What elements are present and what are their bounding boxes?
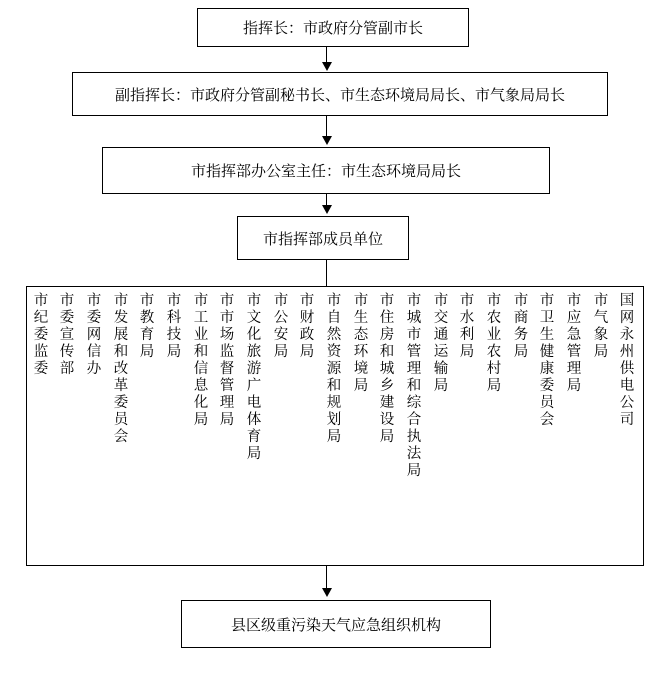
member-unit: 市商务局 [513, 293, 529, 360]
connector-line-4 [326, 260, 327, 286]
member-unit: 市水利局 [459, 293, 475, 360]
member-unit: 市气象局 [593, 293, 609, 360]
member-units-box [26, 286, 644, 566]
arrowhead-5 [322, 588, 332, 597]
connector-arrow-5 [326, 566, 327, 588]
office-director-box [102, 147, 550, 194]
member-unit: 市教育局 [139, 293, 155, 360]
member-unit: 市委宣传部 [59, 293, 75, 377]
connector-arrow-1 [326, 47, 327, 63]
deputy-commander-label: 副指挥长：市政府分管副秘书长、市生态环境局局长、市气象局局长 [114, 85, 565, 104]
member-unit: 市工业和信息化局 [193, 293, 209, 428]
member-unit: 国网永州供电公司 [619, 293, 635, 428]
commander-box [197, 8, 469, 47]
deputy-commander-box [72, 72, 608, 116]
member-unit: 市应急管理局 [566, 293, 582, 394]
member-unit: 市文化旅游广电体育局 [246, 293, 262, 462]
county-level-box [181, 600, 491, 648]
member-unit: 市生态环境局 [353, 293, 369, 394]
member-units-title-label: 市指挥部成员单位 [262, 229, 383, 248]
member-unit: 市农业农村局 [486, 293, 502, 394]
member-unit: 市纪委监委 [33, 293, 49, 377]
member-unit: 市市场监督管理局 [219, 293, 235, 428]
office-director-label: 市指挥部办公室主任：市生态环境局局长 [190, 162, 461, 180]
member-unit: 市发展和改革委员会 [113, 293, 129, 445]
member-unit: 市公安局 [273, 293, 289, 360]
arrowhead-1 [322, 62, 332, 71]
member-units-title-box [237, 216, 409, 260]
member-unit: 市交通运输局 [433, 293, 449, 394]
member-unit: 市住房和城乡建设局 [379, 293, 395, 445]
member-unit: 市城市管理和综合执法局 [406, 293, 422, 479]
member-unit: 市卫生健康委员会 [539, 293, 555, 428]
member-unit: 市自然资源和规划局 [326, 293, 342, 445]
arrowhead-2 [322, 136, 332, 145]
commander-label: 指挥长：市政府分管副市长 [242, 19, 423, 37]
member-unit: 市财政局 [299, 293, 315, 360]
member-unit: 市委网信办 [86, 293, 102, 377]
arrowhead-3 [322, 205, 332, 214]
county-level-label: 县区级重污染天气应急组织机构 [230, 615, 441, 634]
member-unit: 市科技局 [166, 293, 182, 360]
connector-arrow-2 [326, 116, 327, 136]
